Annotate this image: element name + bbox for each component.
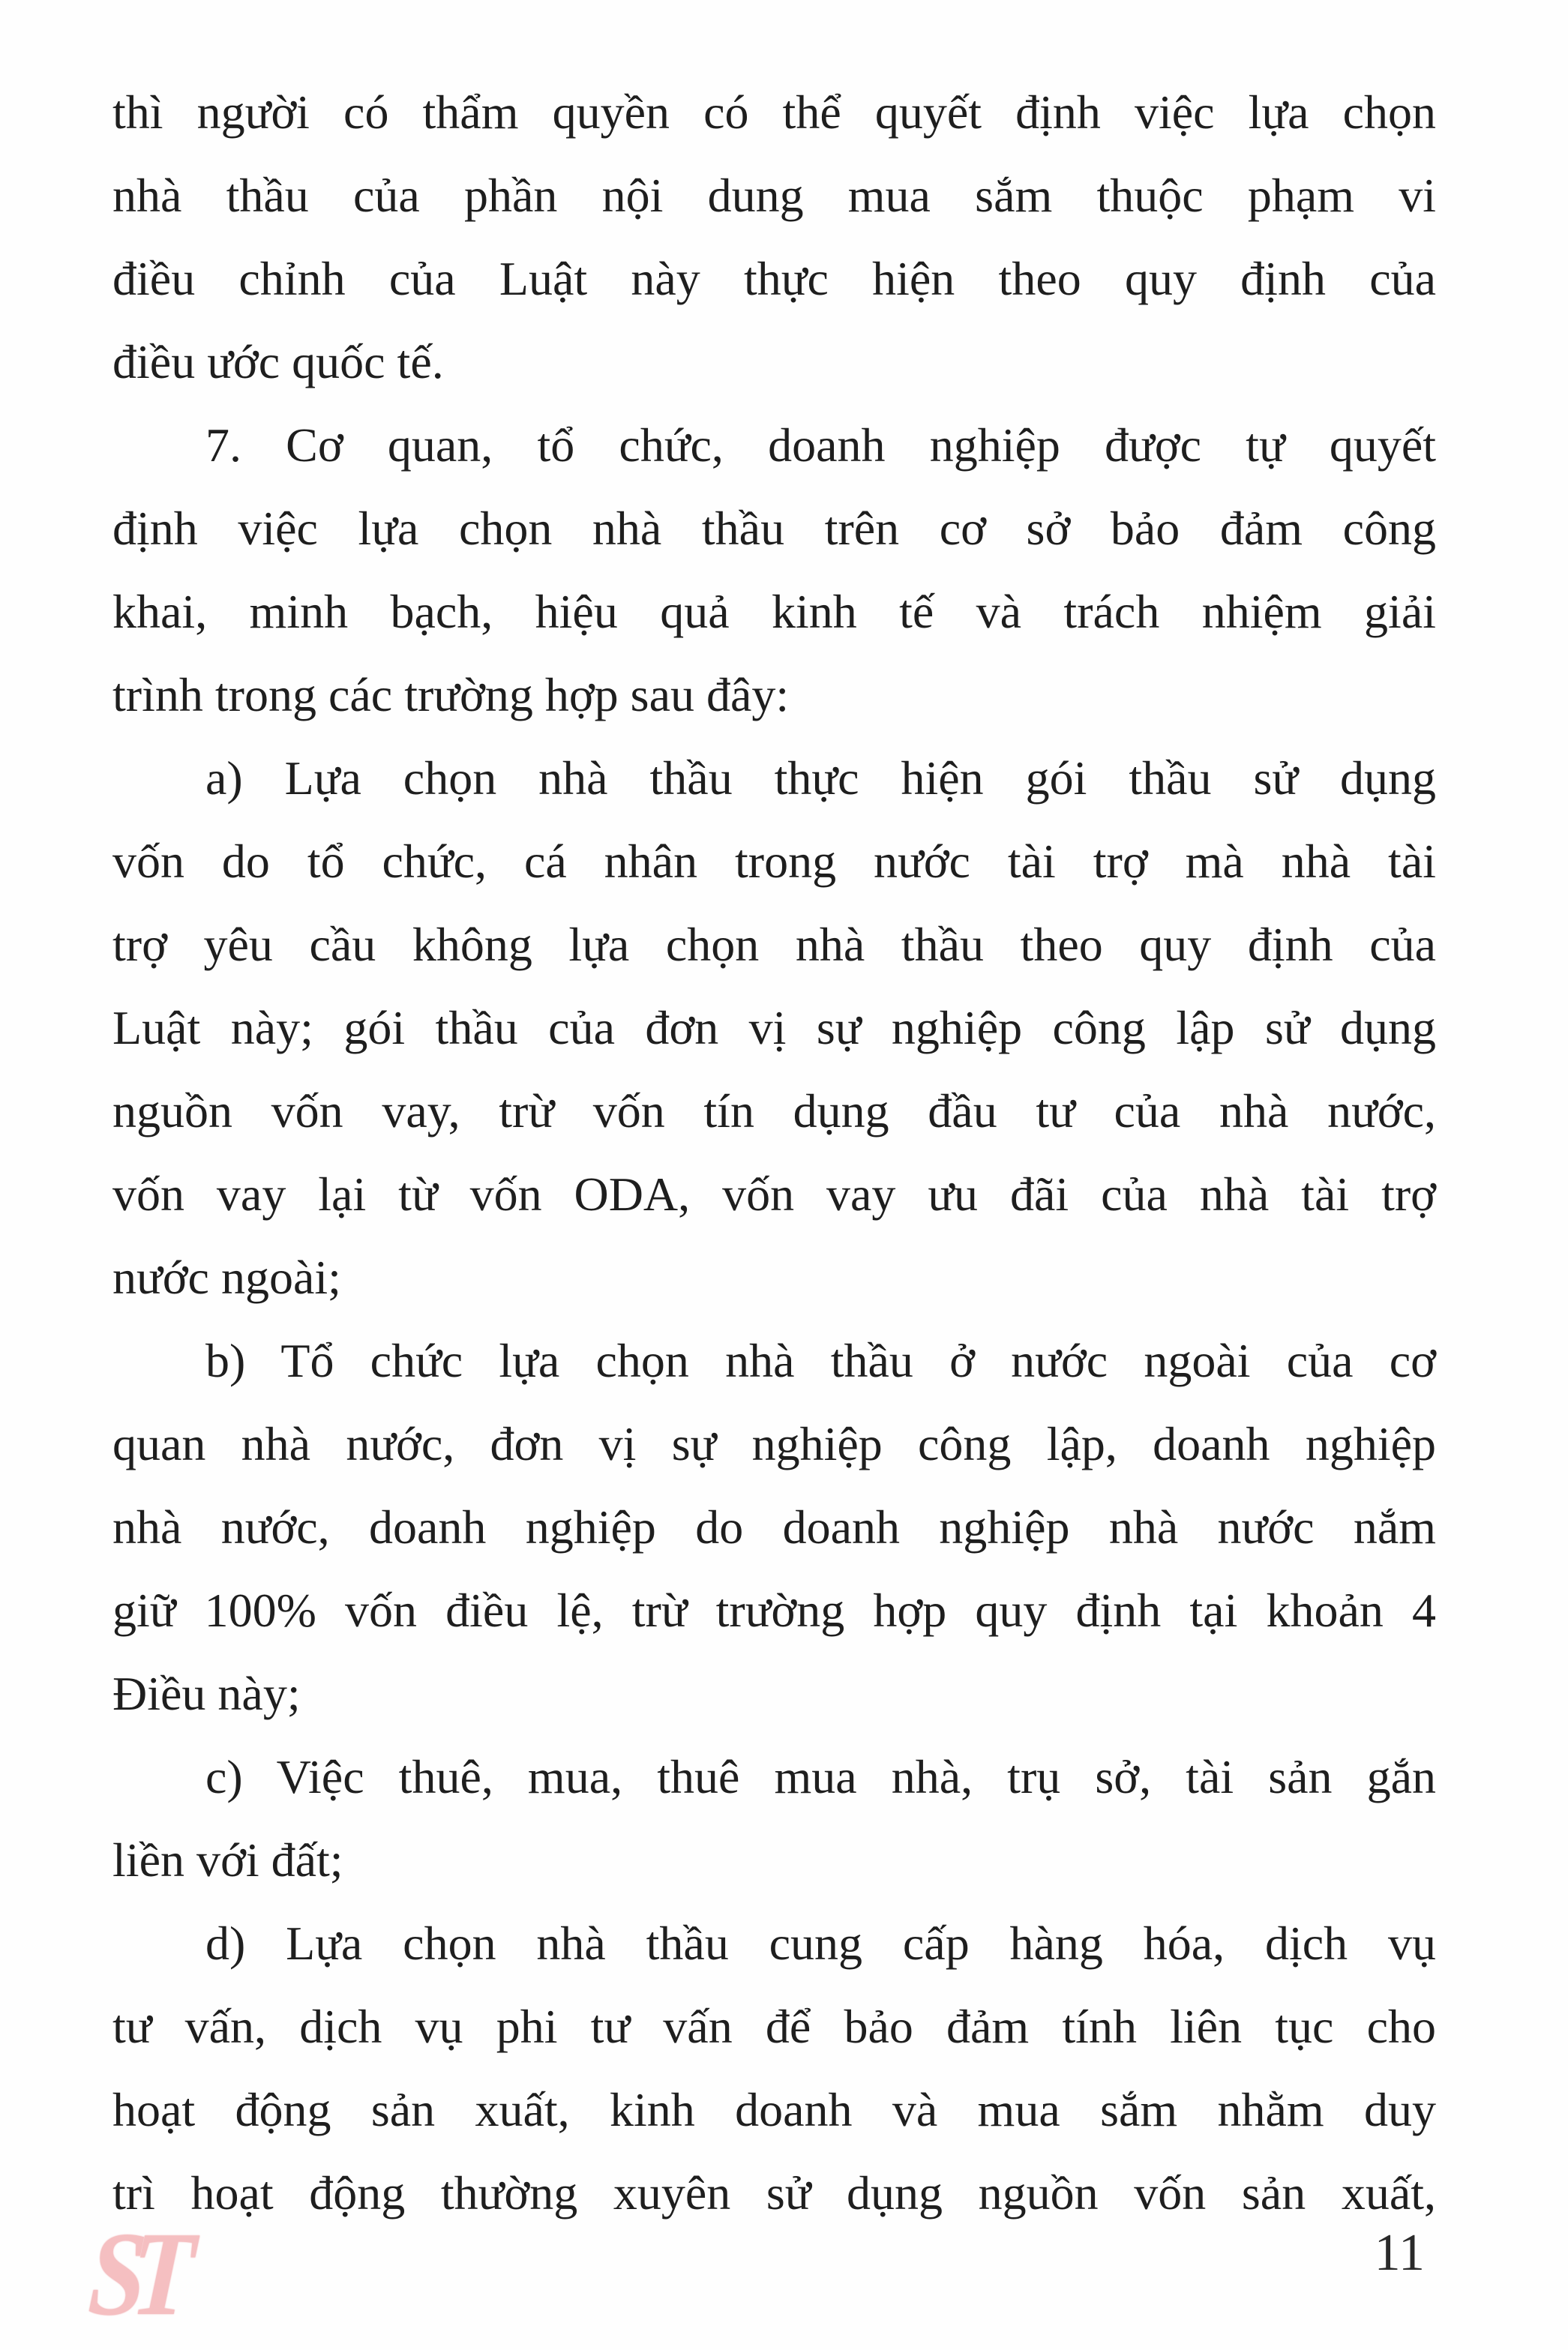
text-line: a) Lựa chọn nhà thầu thực hiện gói thầu sử dụng	[205, 751, 1436, 805]
text-line: tư vấn, dịch vụ phi tư vấn để bảo đảm tính liên tục cho	[112, 2000, 1436, 2053]
st-stamp-logo: ST	[85, 2207, 184, 2340]
text-line: nguồn vốn vay, trừ vốn tín dụng đầu tư của nhà nước,	[112, 1084, 1436, 1138]
text-line: hoạt động sản xuất, kinh doanh và mua sắm nhằm duy	[112, 2083, 1436, 2136]
text-line: Điều này;	[112, 1667, 301, 1720]
page-number: 11	[1374, 2224, 1425, 2282]
text-line: khai, minh bạch, hiệu quả kinh tế và trách nhiệm giải	[112, 585, 1436, 638]
text-line: quan nhà nước, đơn vị sự nghiệp công lập, doanh nghiệp	[112, 1417, 1436, 1470]
text-line: định việc lựa chọn nhà thầu trên cơ sở bảo đảm công	[112, 502, 1436, 555]
text-line: thì người có thẩm quyền có thể quyết định việc lựa chọn	[112, 85, 1436, 139]
text-line: nhà thầu của phần nội dung mua sắm thuộc phạm vi	[112, 169, 1436, 222]
text-line: liền với đất;	[112, 1833, 343, 1887]
text-line: vốn vay lại từ vốn ODA, vốn vay ưu đãi của nhà tài trợ	[112, 1168, 1436, 1221]
text-line: Luật này; gói thầu của đơn vị sự nghiệp công lập sử dụng	[112, 1001, 1436, 1054]
text-block	[112, 70, 1436, 2235]
text-line: c) Việc thuê, mua, thuê mua nhà, trụ sở, tài sản gắn	[205, 1750, 1436, 1803]
text-line: nhà nước, doanh nghiệp do doanh nghiệp nhà nước nắm	[112, 1500, 1436, 1554]
text-line: điều ước quốc tế.	[112, 335, 444, 388]
text-line: vốn do tổ chức, cá nhân trong nước tài trợ mà nhà tài	[112, 835, 1436, 888]
text-line: nước ngoài;	[112, 1251, 341, 1304]
text-line: giữ 100% vốn điều lệ, trừ trường hợp quy định tại khoản 4	[112, 1584, 1436, 1637]
text-line: b) Tổ chức lựa chọn nhà thầu ở nước ngoài của cơ	[205, 1334, 1436, 1387]
text-line: 7. Cơ quan, tổ chức, doanh nghiệp được tự quyết	[205, 418, 1436, 472]
text-line: trợ yêu cầu không lựa chọn nhà thầu theo quy định của	[112, 918, 1436, 971]
text-line: trình trong các trường hợp sau đây:	[112, 668, 790, 721]
text-line: trì hoạt động thường xuyên sử dụng nguồn vốn sản xuất,	[112, 2166, 1436, 2220]
text-line: d) Lựa chọn nhà thầu cung cấp hàng hóa, dịch vụ	[205, 1917, 1436, 1970]
text-line: điều chỉnh của Luật này thực hiện theo quy định của	[112, 252, 1436, 305]
